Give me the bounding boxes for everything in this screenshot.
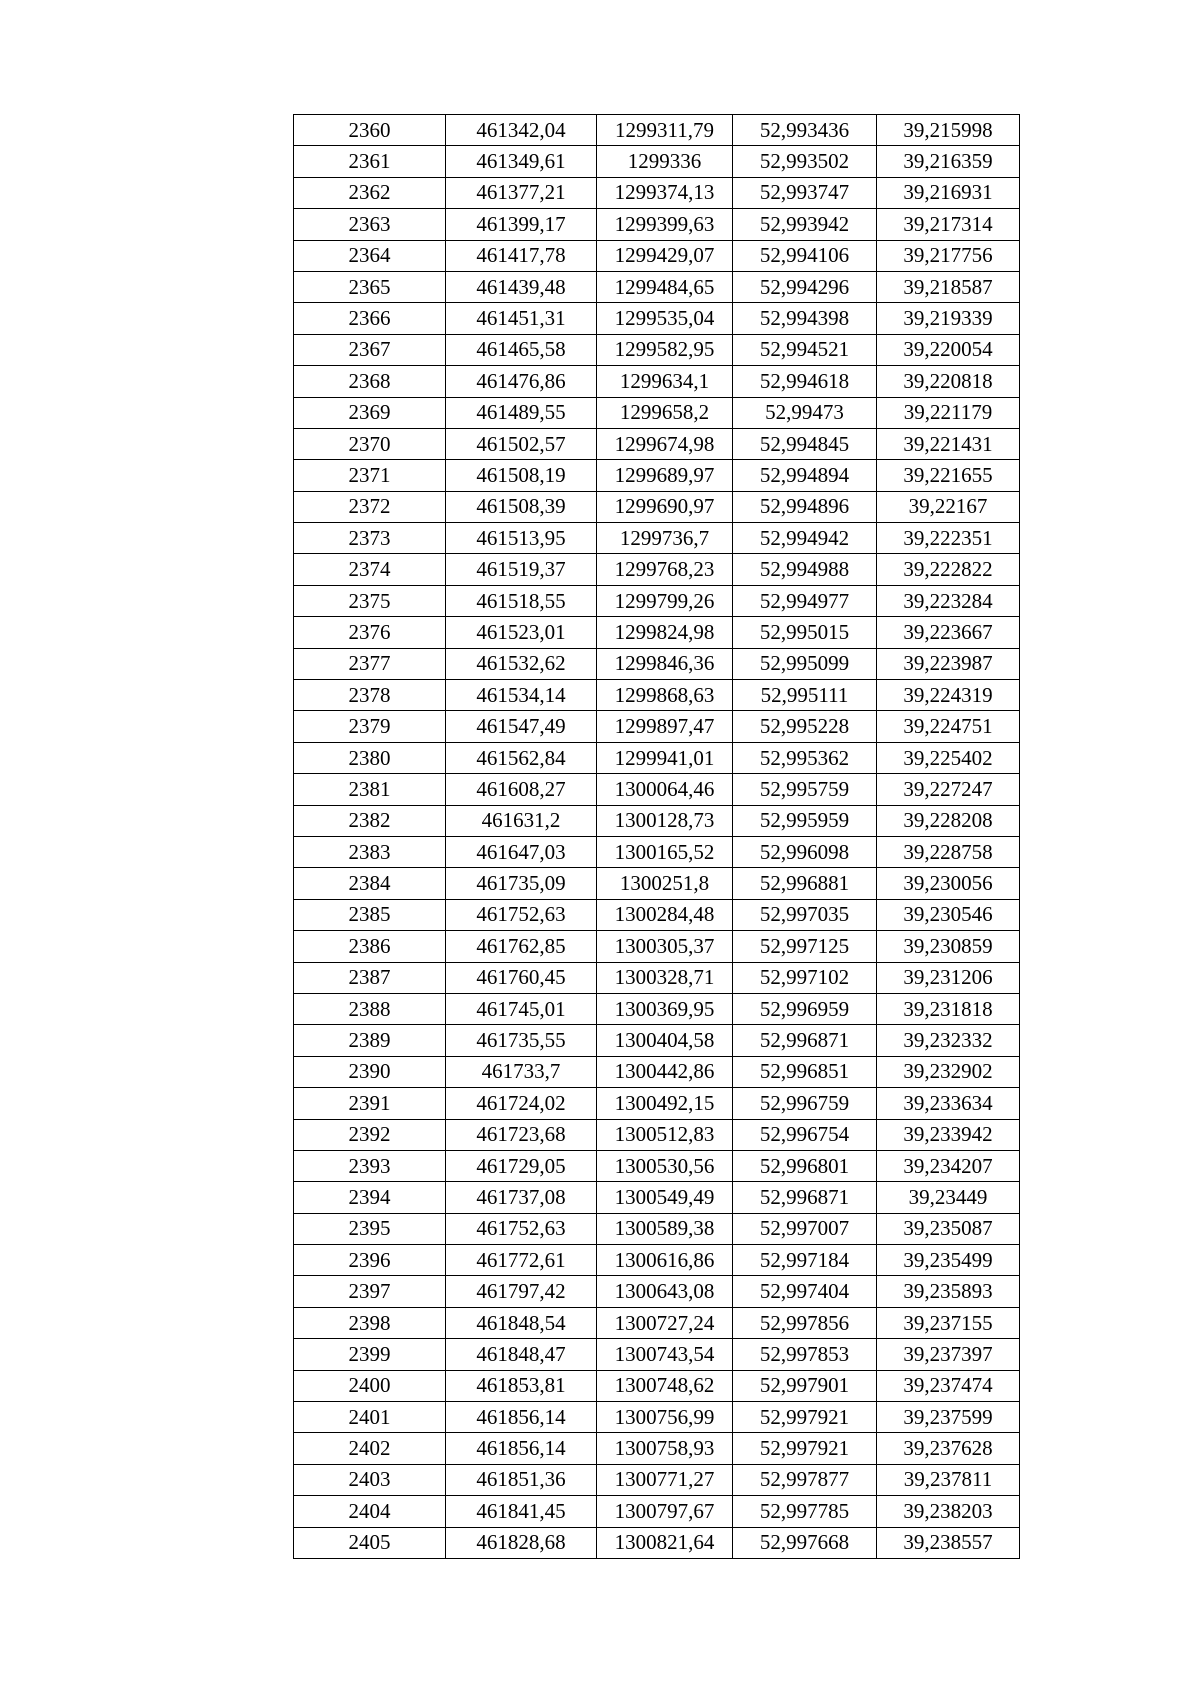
x-coordinate-cell: 461439,48 [446,271,597,302]
latitude-cell: 52,994618 [733,366,877,397]
latitude-cell: 52,996801 [733,1150,877,1181]
longitude-cell: 39,237155 [877,1307,1020,1338]
x-coordinate-cell: 461735,09 [446,868,597,899]
y-coordinate-cell: 1300064,46 [597,774,733,805]
point-number-cell: 2372 [294,491,446,522]
x-coordinate-cell: 461502,57 [446,428,597,459]
table-row [294,1245,1020,1276]
latitude-cell: 52,997184 [733,1245,877,1276]
longitude-cell: 39,230546 [877,899,1020,930]
longitude-cell: 39,220818 [877,366,1020,397]
table-row [294,209,1020,240]
longitude-cell: 39,235087 [877,1213,1020,1244]
point-number-cell: 2371 [294,460,446,491]
point-number-cell: 2395 [294,1213,446,1244]
x-coordinate-cell: 461762,85 [446,931,597,962]
x-coordinate-cell: 461608,27 [446,774,597,805]
y-coordinate-cell: 1300771,27 [597,1464,733,1495]
y-coordinate-cell: 1300821,64 [597,1527,733,1558]
y-coordinate-cell: 1299674,98 [597,428,733,459]
x-coordinate-cell: 461547,49 [446,711,597,742]
x-coordinate-cell: 461733,7 [446,1056,597,1087]
y-coordinate-cell: 1300284,48 [597,899,733,930]
y-coordinate-cell: 1300512,83 [597,1119,733,1150]
y-coordinate-cell: 1299658,2 [597,397,733,428]
x-coordinate-cell: 461851,36 [446,1464,597,1495]
longitude-cell: 39,221431 [877,428,1020,459]
latitude-cell: 52,993747 [733,177,877,208]
point-number-cell: 2386 [294,931,446,962]
y-coordinate-cell: 1300442,86 [597,1056,733,1087]
point-number-cell: 2398 [294,1307,446,1338]
y-coordinate-cell: 1299824,98 [597,617,733,648]
y-coordinate-cell: 1300643,08 [597,1276,733,1307]
x-coordinate-cell: 461828,68 [446,1527,597,1558]
point-number-cell: 2399 [294,1339,446,1370]
table-row [294,366,1020,397]
table-row [294,1182,1020,1213]
longitude-cell: 39,225402 [877,742,1020,773]
point-number-cell: 2363 [294,209,446,240]
y-coordinate-cell: 1300492,15 [597,1088,733,1119]
y-coordinate-cell: 1300616,86 [597,1245,733,1276]
latitude-cell: 52,993436 [733,115,877,146]
table-row [294,774,1020,805]
longitude-cell: 39,224319 [877,680,1020,711]
table-row [294,397,1020,428]
latitude-cell: 52,997901 [733,1370,877,1401]
x-coordinate-cell: 461513,95 [446,523,597,554]
y-coordinate-cell: 1300165,52 [597,836,733,867]
latitude-cell: 52,997856 [733,1307,877,1338]
table-row [294,1339,1020,1370]
longitude-cell: 39,22167 [877,491,1020,522]
longitude-cell: 39,234207 [877,1150,1020,1181]
table-row [294,428,1020,459]
y-coordinate-cell: 1299429,07 [597,240,733,271]
latitude-cell: 52,997668 [733,1527,877,1558]
point-number-cell: 2397 [294,1276,446,1307]
longitude-cell: 39,237599 [877,1402,1020,1433]
latitude-cell: 52,994521 [733,334,877,365]
point-number-cell: 2392 [294,1119,446,1150]
latitude-cell: 52,996098 [733,836,877,867]
latitude-cell: 52,996754 [733,1119,877,1150]
latitude-cell: 52,997921 [733,1433,877,1464]
table-row [294,115,1020,146]
point-number-cell: 2387 [294,962,446,993]
point-number-cell: 2383 [294,836,446,867]
y-coordinate-cell: 1299311,79 [597,115,733,146]
longitude-cell: 39,223284 [877,585,1020,616]
point-number-cell: 2376 [294,617,446,648]
x-coordinate-cell: 461534,14 [446,680,597,711]
point-number-cell: 2389 [294,1025,446,1056]
x-coordinate-cell: 461737,08 [446,1182,597,1213]
longitude-cell: 39,232902 [877,1056,1020,1087]
point-number-cell: 2393 [294,1150,446,1181]
point-number-cell: 2380 [294,742,446,773]
y-coordinate-cell: 1300328,71 [597,962,733,993]
table-row [294,1056,1020,1087]
table-row [294,962,1020,993]
latitude-cell: 52,996759 [733,1088,877,1119]
longitude-cell: 39,223667 [877,617,1020,648]
coordinates-table-body [294,115,1020,1559]
y-coordinate-cell: 1299897,47 [597,711,733,742]
longitude-cell: 39,23449 [877,1182,1020,1213]
y-coordinate-cell: 1299336 [597,146,733,177]
latitude-cell: 52,997125 [733,931,877,962]
point-number-cell: 2384 [294,868,446,899]
point-number-cell: 2374 [294,554,446,585]
table-row [294,868,1020,899]
x-coordinate-cell: 461377,21 [446,177,597,208]
x-coordinate-cell: 461647,03 [446,836,597,867]
point-number-cell: 2362 [294,177,446,208]
table-row [294,617,1020,648]
x-coordinate-cell: 461735,55 [446,1025,597,1056]
latitude-cell: 52,993942 [733,209,877,240]
y-coordinate-cell: 1299582,95 [597,334,733,365]
latitude-cell: 52,995228 [733,711,877,742]
point-number-cell: 2391 [294,1088,446,1119]
table-row [294,1213,1020,1244]
point-number-cell: 2365 [294,271,446,302]
point-number-cell: 2367 [294,334,446,365]
y-coordinate-cell: 1300128,73 [597,805,733,836]
y-coordinate-cell: 1300305,37 [597,931,733,962]
y-coordinate-cell: 1300748,62 [597,1370,733,1401]
y-coordinate-cell: 1299768,23 [597,554,733,585]
table-row [294,1527,1020,1558]
point-number-cell: 2378 [294,680,446,711]
point-number-cell: 2388 [294,993,446,1024]
latitude-cell: 52,995959 [733,805,877,836]
longitude-cell: 39,232332 [877,1025,1020,1056]
y-coordinate-cell: 1299941,01 [597,742,733,773]
x-coordinate-cell: 461856,14 [446,1402,597,1433]
y-coordinate-cell: 1300369,95 [597,993,733,1024]
table-row [294,460,1020,491]
latitude-cell: 52,997785 [733,1496,877,1527]
x-coordinate-cell: 461489,55 [446,397,597,428]
longitude-cell: 39,216359 [877,146,1020,177]
y-coordinate-cell: 1300549,49 [597,1182,733,1213]
point-number-cell: 2360 [294,115,446,146]
longitude-cell: 39,235499 [877,1245,1020,1276]
longitude-cell: 39,222822 [877,554,1020,585]
x-coordinate-cell: 461853,81 [446,1370,597,1401]
table-row [294,1402,1020,1433]
table-row [294,1119,1020,1150]
x-coordinate-cell: 461772,61 [446,1245,597,1276]
table-row [294,1088,1020,1119]
table-row [294,1150,1020,1181]
longitude-cell: 39,216931 [877,177,1020,208]
latitude-cell: 52,996871 [733,1182,877,1213]
table-row [294,742,1020,773]
table-row [294,1496,1020,1527]
x-coordinate-cell: 461760,45 [446,962,597,993]
longitude-cell: 39,228208 [877,805,1020,836]
longitude-cell: 39,230859 [877,931,1020,962]
y-coordinate-cell: 1300758,93 [597,1433,733,1464]
latitude-cell: 52,997007 [733,1213,877,1244]
latitude-cell: 52,994296 [733,271,877,302]
point-number-cell: 2401 [294,1402,446,1433]
y-coordinate-cell: 1300756,99 [597,1402,733,1433]
point-number-cell: 2368 [294,366,446,397]
x-coordinate-cell: 461465,58 [446,334,597,365]
point-number-cell: 2381 [294,774,446,805]
table-row [294,585,1020,616]
longitude-cell: 39,230056 [877,868,1020,899]
point-number-cell: 2385 [294,899,446,930]
latitude-cell: 52,997853 [733,1339,877,1370]
y-coordinate-cell: 1299484,65 [597,271,733,302]
latitude-cell: 52,996959 [733,993,877,1024]
latitude-cell: 52,996851 [733,1056,877,1087]
x-coordinate-cell: 461532,62 [446,648,597,679]
x-coordinate-cell: 461729,05 [446,1150,597,1181]
point-number-cell: 2403 [294,1464,446,1495]
y-coordinate-cell: 1299535,04 [597,303,733,334]
x-coordinate-cell: 461399,17 [446,209,597,240]
latitude-cell: 52,995362 [733,742,877,773]
table-row [294,993,1020,1024]
table-row [294,1464,1020,1495]
latitude-cell: 52,995759 [733,774,877,805]
longitude-cell: 39,221179 [877,397,1020,428]
table-row [294,146,1020,177]
point-number-cell: 2375 [294,585,446,616]
x-coordinate-cell: 461724,02 [446,1088,597,1119]
y-coordinate-cell: 1299399,63 [597,209,733,240]
latitude-cell: 52,994988 [733,554,877,585]
x-coordinate-cell: 461848,54 [446,1307,597,1338]
y-coordinate-cell: 1300530,56 [597,1150,733,1181]
longitude-cell: 39,227247 [877,774,1020,805]
x-coordinate-cell: 461752,63 [446,899,597,930]
table-row [294,805,1020,836]
x-coordinate-cell: 461476,86 [446,366,597,397]
x-coordinate-cell: 461518,55 [446,585,597,616]
latitude-cell: 52,994977 [733,585,877,616]
y-coordinate-cell: 1299868,63 [597,680,733,711]
table-row [294,1433,1020,1464]
table-row [294,1370,1020,1401]
latitude-cell: 52,995015 [733,617,877,648]
longitude-cell: 39,237474 [877,1370,1020,1401]
longitude-cell: 39,224751 [877,711,1020,742]
y-coordinate-cell: 1299846,36 [597,648,733,679]
x-coordinate-cell: 461752,63 [446,1213,597,1244]
point-number-cell: 2373 [294,523,446,554]
latitude-cell: 52,997921 [733,1402,877,1433]
table-row [294,1276,1020,1307]
longitude-cell: 39,215998 [877,115,1020,146]
y-coordinate-cell: 1299736,7 [597,523,733,554]
y-coordinate-cell: 1299799,26 [597,585,733,616]
latitude-cell: 52,996881 [733,868,877,899]
y-coordinate-cell: 1300251,8 [597,868,733,899]
latitude-cell: 52,995099 [733,648,877,679]
point-number-cell: 2369 [294,397,446,428]
point-number-cell: 2366 [294,303,446,334]
x-coordinate-cell: 461349,61 [446,146,597,177]
longitude-cell: 39,238203 [877,1496,1020,1527]
latitude-cell: 52,994894 [733,460,877,491]
x-coordinate-cell: 461519,37 [446,554,597,585]
latitude-cell: 52,997877 [733,1464,877,1495]
x-coordinate-cell: 461451,31 [446,303,597,334]
point-number-cell: 2405 [294,1527,446,1558]
table-row [294,680,1020,711]
longitude-cell: 39,221655 [877,460,1020,491]
longitude-cell: 39,228758 [877,836,1020,867]
point-number-cell: 2390 [294,1056,446,1087]
y-coordinate-cell: 1299374,13 [597,177,733,208]
longitude-cell: 39,233942 [877,1119,1020,1150]
longitude-cell: 39,231206 [877,962,1020,993]
table-row [294,1025,1020,1056]
y-coordinate-cell: 1300589,38 [597,1213,733,1244]
table-row [294,1307,1020,1338]
table-row [294,899,1020,930]
latitude-cell: 52,997102 [733,962,877,993]
table-row [294,554,1020,585]
latitude-cell: 52,994845 [733,428,877,459]
longitude-cell: 39,231818 [877,993,1020,1024]
x-coordinate-cell: 461848,47 [446,1339,597,1370]
table-row [294,334,1020,365]
table-row [294,523,1020,554]
longitude-cell: 39,237811 [877,1464,1020,1495]
longitude-cell: 39,237397 [877,1339,1020,1370]
point-number-cell: 2400 [294,1370,446,1401]
longitude-cell: 39,233634 [877,1088,1020,1119]
x-coordinate-cell: 461631,2 [446,805,597,836]
x-coordinate-cell: 461856,14 [446,1433,597,1464]
table-row [294,177,1020,208]
y-coordinate-cell: 1299689,97 [597,460,733,491]
x-coordinate-cell: 461723,68 [446,1119,597,1150]
latitude-cell: 52,99473 [733,397,877,428]
point-number-cell: 2394 [294,1182,446,1213]
point-number-cell: 2402 [294,1433,446,1464]
latitude-cell: 52,994896 [733,491,877,522]
x-coordinate-cell: 461342,04 [446,115,597,146]
latitude-cell: 52,994398 [733,303,877,334]
x-coordinate-cell: 461745,01 [446,993,597,1024]
point-number-cell: 2377 [294,648,446,679]
table-row [294,491,1020,522]
latitude-cell: 52,996871 [733,1025,877,1056]
table-row [294,648,1020,679]
x-coordinate-cell: 461508,19 [446,460,597,491]
latitude-cell: 52,995111 [733,680,877,711]
table-row [294,711,1020,742]
x-coordinate-cell: 461841,45 [446,1496,597,1527]
table-row [294,303,1020,334]
y-coordinate-cell: 1299634,1 [597,366,733,397]
point-number-cell: 2382 [294,805,446,836]
longitude-cell: 39,219339 [877,303,1020,334]
coordinates-table [293,114,1020,1559]
x-coordinate-cell: 461417,78 [446,240,597,271]
longitude-cell: 39,222351 [877,523,1020,554]
table-row [294,271,1020,302]
longitude-cell: 39,235893 [877,1276,1020,1307]
table-row [294,240,1020,271]
latitude-cell: 52,994106 [733,240,877,271]
x-coordinate-cell: 461562,84 [446,742,597,773]
y-coordinate-cell: 1300797,67 [597,1496,733,1527]
longitude-cell: 39,223987 [877,648,1020,679]
point-number-cell: 2396 [294,1245,446,1276]
point-number-cell: 2404 [294,1496,446,1527]
y-coordinate-cell: 1300727,24 [597,1307,733,1338]
point-number-cell: 2379 [294,711,446,742]
y-coordinate-cell: 1300743,54 [597,1339,733,1370]
y-coordinate-cell: 1299690,97 [597,491,733,522]
longitude-cell: 39,237628 [877,1433,1020,1464]
table-row [294,836,1020,867]
latitude-cell: 52,993502 [733,146,877,177]
y-coordinate-cell: 1300404,58 [597,1025,733,1056]
latitude-cell: 52,997035 [733,899,877,930]
x-coordinate-cell: 461797,42 [446,1276,597,1307]
x-coordinate-cell: 461508,39 [446,491,597,522]
latitude-cell: 52,994942 [733,523,877,554]
x-coordinate-cell: 461523,01 [446,617,597,648]
point-number-cell: 2364 [294,240,446,271]
point-number-cell: 2361 [294,146,446,177]
longitude-cell: 39,217314 [877,209,1020,240]
longitude-cell: 39,218587 [877,271,1020,302]
longitude-cell: 39,220054 [877,334,1020,365]
latitude-cell: 52,997404 [733,1276,877,1307]
longitude-cell: 39,238557 [877,1527,1020,1558]
point-number-cell: 2370 [294,428,446,459]
table-row [294,931,1020,962]
longitude-cell: 39,217756 [877,240,1020,271]
